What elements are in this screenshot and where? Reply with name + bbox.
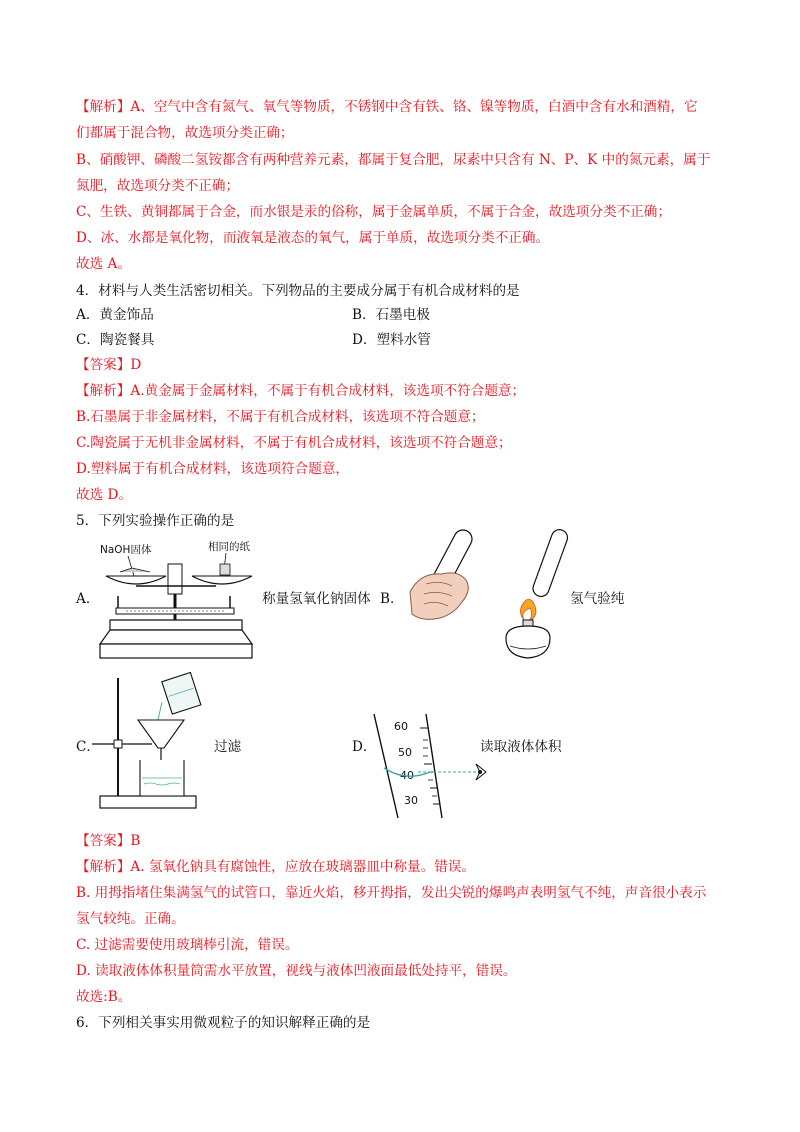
- hydrogen-test-figure: [406, 528, 571, 663]
- q6-stem: 6．下列相关事实用微观粒子的知识解释正确的是: [76, 1015, 371, 1031]
- q3-conclusion: 故选 A。: [76, 256, 131, 272]
- q3-analysis-line-2: 们都属于混合物，故选项分类正确；: [76, 125, 294, 141]
- q5-analysis-line-4: C. 过滤需要使用玻璃棒引流，错误。: [76, 937, 299, 953]
- q5-fig-d-caption: 读取液体体积: [480, 739, 562, 755]
- q4-option-d: D．塑料水管: [352, 332, 431, 348]
- q3-analysis-line-1: 【解析】A、空气中含有氮气、氧气等物质，不锈钢中含有铁、铬、镍等物质，白酒中含有水和酒精，它: [76, 99, 698, 115]
- q4-analysis-line-2: B.石墨属于非金属材料，不属于有机合成材料，该选项不符合题意；: [76, 409, 485, 425]
- q5-conclusion: 故选:B。: [76, 989, 132, 1005]
- q5-analysis-line-1: 【解析】A. 氢氧化钠具有腐蚀性，应放在玻璃器皿中称量。错误。: [76, 859, 476, 875]
- tick-label-60: 60: [394, 720, 408, 733]
- q3-analysis-line-5: C、生铁、黄铜都属于合金，而水银是汞的俗称，属于金属单质，不属于合金，故选项分类不正确；: [76, 204, 671, 220]
- q3-analysis-line-6: D、冰、水都是氧化物，而液氧是液态的氧气，属于单质，故选项分类不正确。: [76, 230, 550, 246]
- q4-option-a: A．黄金饰品: [76, 307, 154, 323]
- q5-fig-b-letter: B．: [380, 591, 404, 607]
- q5-stem: 5．下列实验操作正确的是: [76, 513, 235, 529]
- q5-fig-a-caption: 称量氢氧化钠固体: [262, 591, 371, 607]
- q5-analysis-line-5: D. 读取液体体积量筒需水平放置，视线与液体凹液面最低处持平，错误。: [76, 963, 517, 979]
- filtration-figure: [88, 672, 208, 812]
- tick-label-50: 50: [398, 746, 412, 759]
- q3-analysis-line-4: 氮肥，故选项分类不正确；: [76, 178, 240, 194]
- q4-option-b: B．石墨电极: [352, 307, 430, 323]
- paper-label: 相同的纸: [208, 541, 250, 553]
- q4-stem: 4．材料与人类生活密切相关。下列物品的主要成分属于有机合成材料的是: [76, 283, 520, 299]
- q4-analysis-line-1: 【解析】A.黄金属于金属材料，不属于有机合成材料，该选项不符合题意；: [76, 383, 526, 399]
- naoh-label: NaOH固体: [100, 544, 152, 556]
- q5-fig-a-letter: A．: [76, 591, 100, 607]
- tick-label-40: 40: [400, 769, 414, 782]
- measuring-cylinder-figure: [370, 710, 490, 822]
- q4-answer: 【答案】D: [76, 357, 142, 373]
- q5-fig-b-caption: 氢气验纯: [570, 591, 625, 607]
- tick-label-30: 30: [404, 794, 418, 807]
- q5-analysis-line-3: 氢气较纯。正确。: [76, 911, 185, 927]
- q5-fig-c-letter: C．: [76, 739, 100, 755]
- q5-answer: 【答案】B: [76, 833, 141, 849]
- q5-fig-c-caption: 过滤: [214, 739, 242, 755]
- q4-option-c: C．陶瓷餐具: [76, 332, 155, 348]
- q4-analysis-line-3: C.陶瓷属于无机非金属材料，不属于有机合成材料，该选项不符合题意；: [76, 435, 512, 451]
- q4-conclusion: 故选 D。: [76, 487, 133, 503]
- q5-analysis-line-2: B. 用拇指堵住集满氢气的试管口，靠近火焰，移开拇指，发出尖锐的爆鸣声表明氢气不纯，声音很小表示: [76, 885, 707, 901]
- q3-analysis-line-3: B、硝酸钾、磷酸二氢铵都含有两种营养元素，都属于复合肥，尿素中只含有 N、P、K 中的氮元素，属于: [76, 152, 711, 168]
- q5-fig-d-letter: D．: [352, 739, 377, 755]
- q4-analysis-line-4: D.塑料属于有机合成材料，该选项符合题意，: [76, 461, 350, 477]
- balance-figure: [96, 534, 256, 662]
